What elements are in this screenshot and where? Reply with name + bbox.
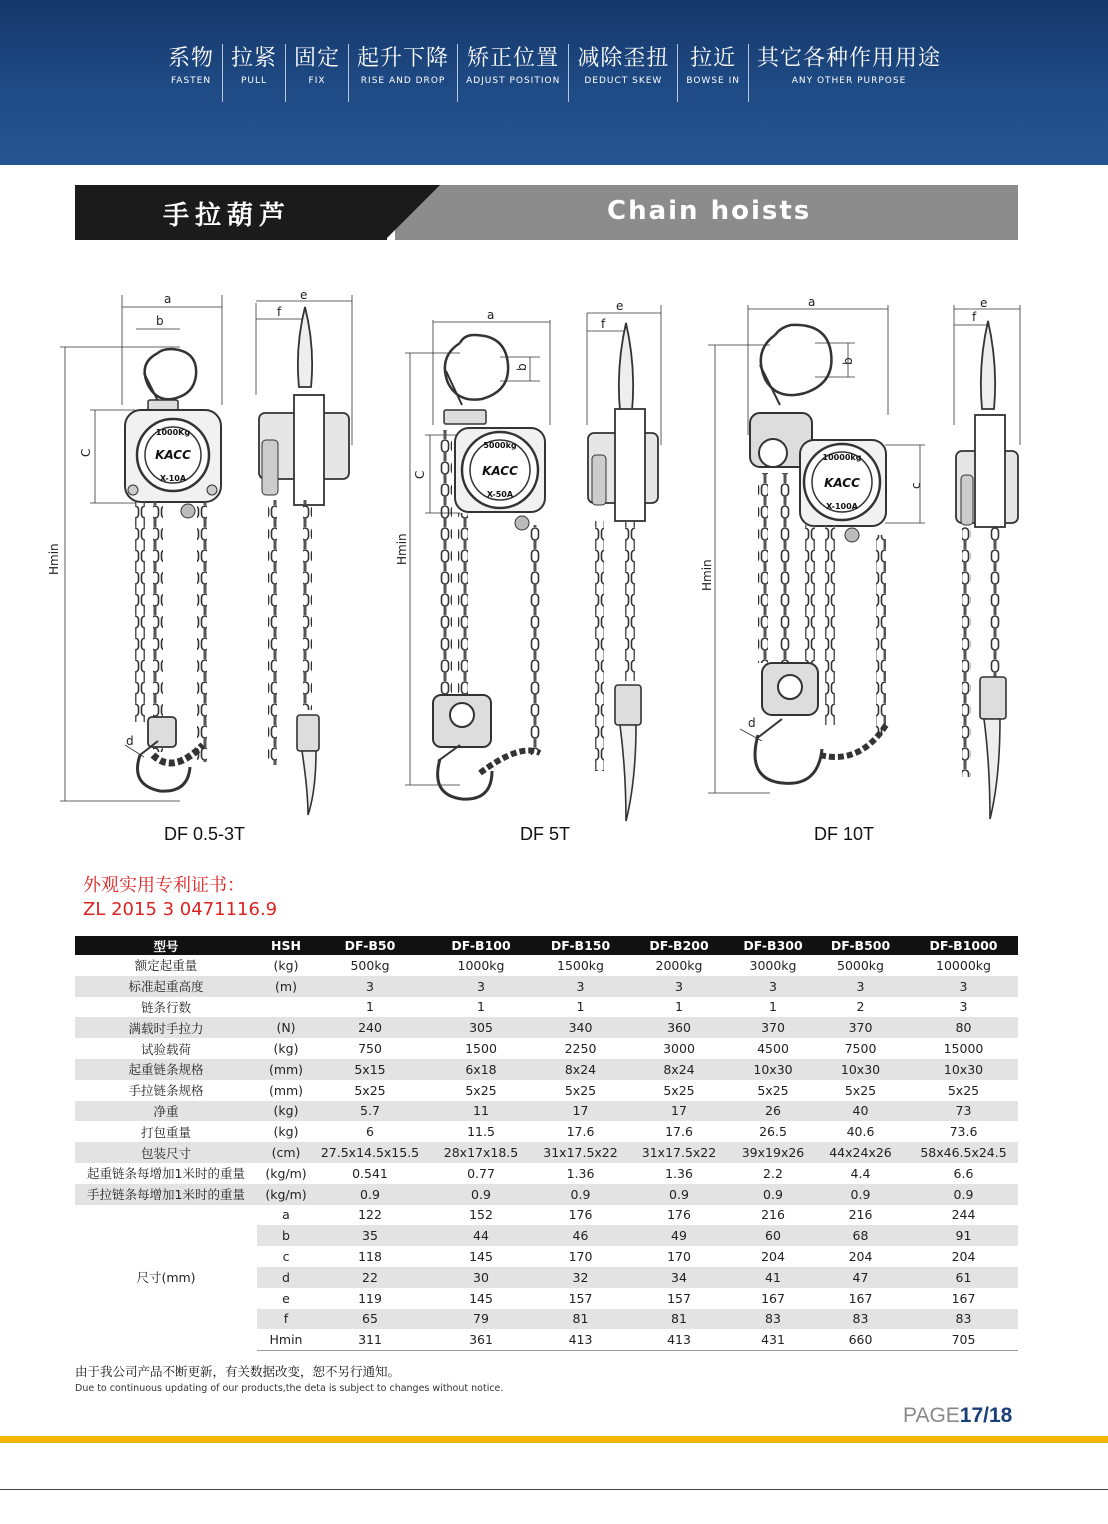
use-en: BOWSE IN <box>686 76 740 86</box>
spec-cell: 204 <box>848 1249 873 1265</box>
spec-cell: 5x25 <box>663 1082 695 1098</box>
spec-row-label: 起重链条规格 <box>75 1059 257 1080</box>
spec-cell: 26.5 <box>759 1124 787 1140</box>
spec-cell: 8x24 <box>624 1059 734 1080</box>
spec-row-unit: (kg) <box>257 1101 315 1122</box>
spec-cell: 118 <box>358 1249 382 1265</box>
dim-label-b: b <box>841 357 855 365</box>
notice <box>75 1362 503 1394</box>
dim-label-a: a <box>808 295 816 309</box>
spec-cell: 305 <box>425 1017 537 1038</box>
hoist-1-front <box>60 295 222 801</box>
page-current: 17 <box>959 1404 984 1427</box>
spec-cell: 145 <box>469 1290 493 1306</box>
dim-label-e: e <box>980 296 988 310</box>
spec-cell: 40.6 <box>846 1124 875 1140</box>
spec-header-cell: DF-B200 <box>624 936 734 955</box>
spec-cell: 83 <box>734 1309 812 1330</box>
spec-cell: 240 <box>315 1017 425 1038</box>
spec-cell: 32 <box>537 1267 624 1288</box>
spec-cell: 5.7 <box>315 1101 425 1122</box>
spec-dim-key: c <box>282 1249 290 1265</box>
spec-cell: 60 <box>734 1225 812 1246</box>
spec-cell: 413 <box>537 1329 624 1350</box>
spec-cell: 41 <box>734 1267 812 1288</box>
use-zh: 系物 <box>168 46 215 71</box>
hoist-1-side <box>256 295 352 815</box>
spec-row-unit: (kg/m) <box>265 1165 307 1181</box>
spec-cell: 0.9 <box>315 1184 425 1205</box>
spec-header-cell: DF-B500 <box>812 936 909 955</box>
spec-row-label: 额定起重量 <box>134 958 198 974</box>
spec-row-unit <box>257 997 315 1018</box>
spec-cell: 68 <box>812 1225 909 1246</box>
dim-label-f: f <box>277 305 282 319</box>
spec-cell: 44x24x26 <box>812 1142 909 1163</box>
spec-cell: 1000kg <box>457 957 505 973</box>
spec-cell: 170 <box>568 1249 593 1265</box>
dim-label-f: f <box>601 317 606 331</box>
dim-label-hmin: Hmin <box>47 543 61 575</box>
spec-header-cell: DF-B100 <box>425 936 537 955</box>
spec-cell: 204 <box>761 1249 785 1265</box>
spec-cell: 11 <box>425 1101 537 1122</box>
spec-row-label: 包装尺寸 <box>75 1142 257 1163</box>
spec-cell: 61 <box>909 1267 1018 1288</box>
spec-cell: 157 <box>667 1290 691 1306</box>
spec-cell: 0.9 <box>909 1184 1018 1205</box>
footer-accent-line <box>0 1436 1108 1443</box>
spec-cell: 65 <box>315 1309 425 1330</box>
spec-cell: 361 <box>425 1329 537 1350</box>
use-item-rise <box>349 44 458 102</box>
dim-label-a: a <box>487 308 495 322</box>
spec-cell: 119 <box>358 1290 382 1306</box>
spec-cell: 3000 <box>663 1041 695 1057</box>
spec-row-unit: (kg/m) <box>257 1184 315 1205</box>
page-total: /18 <box>983 1404 1013 1427</box>
spec-row-unit: (mm) <box>257 1059 315 1080</box>
spec-cell: 39x19x26 <box>734 1142 812 1163</box>
spec-row <box>75 1163 1018 1184</box>
dim-label-b: b <box>515 363 529 371</box>
use-item-other <box>749 44 949 102</box>
spec-cell: 49 <box>624 1225 734 1246</box>
spec-row-label: 试验载荷 <box>140 1041 191 1057</box>
use-zh: 拉近 <box>690 46 737 71</box>
spec-cell: 10x30 <box>734 1059 812 1080</box>
spec-row-label: 起重链条每增加1米时的重量 <box>87 1166 245 1182</box>
spec-header-row <box>75 936 1018 955</box>
spec-cell: 17.6 <box>566 1124 595 1140</box>
spec-cell: 176 <box>667 1207 691 1223</box>
badge-brand: KACC <box>824 476 860 490</box>
spec-cell: 204 <box>951 1249 976 1265</box>
spec-cell: 73.6 <box>949 1124 978 1140</box>
spec-cell: 34 <box>624 1267 734 1288</box>
dim-label-c: C <box>413 470 427 479</box>
header-banner <box>0 0 1108 165</box>
spec-row-label: 满载时手拉力 <box>75 1017 257 1038</box>
spec-row-label: 手拉链条每增加1米时的重量 <box>75 1184 257 1205</box>
spec-cell: 0.9 <box>425 1184 537 1205</box>
spec-cell: 750 <box>358 1041 382 1057</box>
spec-cell: 5x25 <box>947 1082 980 1098</box>
spec-cell: 0.9 <box>812 1184 909 1205</box>
spec-cell: 5x25 <box>757 1082 789 1098</box>
spec-table <box>75 936 1018 1351</box>
spec-row-label: 净重 <box>75 1101 257 1122</box>
spec-cell: 167 <box>848 1290 873 1306</box>
spec-cell: 3 <box>959 999 968 1015</box>
spec-cell: 340 <box>537 1017 624 1038</box>
spec-cell: 2 <box>856 999 865 1015</box>
title-bar-slant <box>385 185 440 240</box>
use-zh: 减除歪扭 <box>577 46 670 71</box>
spec-cell: 152 <box>469 1207 493 1223</box>
spec-cell: 500kg <box>350 957 390 973</box>
hoist-3-front <box>708 305 925 793</box>
spec-cell: 4500 <box>757 1041 789 1057</box>
spec-row-unit: (m) <box>257 976 315 997</box>
spec-header-cell: 型号 <box>75 936 257 955</box>
hoist-2-side <box>587 305 661 821</box>
spec-row-unit: (kg) <box>273 1041 299 1057</box>
spec-cell: 30 <box>425 1267 537 1288</box>
badge-capacity: 1000Kg <box>155 428 191 437</box>
spec-cell: 46 <box>537 1225 624 1246</box>
badge-brand: KACC <box>482 464 518 478</box>
spec-cell: 10000kg <box>936 957 991 973</box>
caption-df-10t: DF 10T <box>814 824 875 844</box>
spec-cell: 81 <box>537 1309 624 1330</box>
spec-cell: 145 <box>469 1249 493 1265</box>
badge-brand: KACC <box>155 448 191 462</box>
spec-cell: 413 <box>624 1329 734 1350</box>
spec-row-label: 标准起重高度 <box>75 976 257 997</box>
uses-list <box>160 44 949 106</box>
notice-zh: 由于我公司产品不断更新，有关数据改变，恕不另行通知。 <box>75 1364 401 1379</box>
spec-cell: 5x25 <box>465 1082 497 1098</box>
spec-cell: 10x30 <box>909 1059 1018 1080</box>
spec-cell: 17.6 <box>665 1124 693 1140</box>
spec-cell: 73 <box>909 1101 1018 1122</box>
use-zh: 拉紧 <box>231 46 278 71</box>
dim-label-d: d <box>126 734 134 748</box>
spec-cell: 27.5x14.5x15.5 <box>315 1142 425 1163</box>
spec-cell: 31x17.5x22 <box>624 1142 734 1163</box>
dim-label-f: f <box>972 310 977 324</box>
spec-cell: 83 <box>909 1309 1018 1330</box>
spec-row <box>75 1184 1018 1205</box>
spec-cell: 4.4 <box>850 1165 871 1181</box>
spec-header-cell: DF-B1000 <box>909 936 1018 955</box>
spec-cell: 5x25 <box>844 1082 877 1098</box>
spec-cell: 35 <box>315 1225 425 1246</box>
spec-cell: 3 <box>909 976 1018 997</box>
spec-cell: 11.5 <box>467 1124 495 1140</box>
spec-cell: 8x24 <box>537 1059 624 1080</box>
badge-model: X-50A <box>486 490 514 499</box>
spec-cell: 170 <box>667 1249 691 1265</box>
spec-cell: 5x15 <box>315 1059 425 1080</box>
spec-dim-key: e <box>282 1290 290 1306</box>
spec-cell: 31x17.5x22 <box>537 1142 624 1163</box>
section-title-zh: 手拉葫芦 <box>163 201 292 231</box>
notice-en: Due to continuous updating of our products,the deta is subject to changes without notice. <box>75 1383 504 1394</box>
badge-model: X-100A <box>826 502 858 511</box>
spec-cell: 81 <box>624 1309 734 1330</box>
spec-cell: 22 <box>315 1267 425 1288</box>
spec-cell: 1 <box>477 999 485 1015</box>
spec-cell: 244 <box>951 1207 976 1223</box>
dim-label-b: b <box>156 314 164 328</box>
spec-cell: 80 <box>909 1017 1018 1038</box>
use-en: DEDUCT SKEW <box>584 76 663 86</box>
dim-label-a: a <box>164 292 172 306</box>
spec-cell: 370 <box>812 1017 909 1038</box>
spec-cell: 370 <box>734 1017 812 1038</box>
patent-line1: 外观实用专利证书： <box>83 875 245 896</box>
spec-dim-key: Hmin <box>257 1329 315 1350</box>
spec-cell: 2250 <box>564 1041 597 1057</box>
use-en: ANY OTHER PURPOSE <box>791 76 907 86</box>
spec-dim-key: a <box>282 1207 290 1223</box>
spec-cell: 0.9 <box>624 1184 734 1205</box>
spec-cell: 1500kg <box>557 957 604 973</box>
dim-label-e: e <box>616 299 624 313</box>
spec-cell: 28x17x18.5 <box>425 1142 537 1163</box>
spec-row-unit: (cm) <box>257 1142 315 1163</box>
dim-label-d: d <box>748 716 756 730</box>
spec-cell: 216 <box>848 1207 873 1223</box>
spec-cell: 83 <box>812 1309 909 1330</box>
spec-row <box>75 1121 1018 1142</box>
spec-cell: 0.541 <box>352 1165 388 1181</box>
spec-row <box>75 955 1018 976</box>
spec-row-label: 打包重量 <box>140 1124 191 1140</box>
spec-cell: 3 <box>734 976 812 997</box>
use-en: PULL <box>241 76 268 86</box>
spec-cell: 15000 <box>943 1041 984 1057</box>
dim-label-c-small: c <box>909 482 923 489</box>
spec-cell: 1 <box>769 999 777 1015</box>
spec-row-unit: (N) <box>257 1017 315 1038</box>
spec-cell: 122 <box>358 1207 382 1223</box>
spec-dim-key: b <box>257 1225 315 1246</box>
spec-header-cell: DF-B150 <box>537 936 624 955</box>
spec-cell: 2.2 <box>763 1165 783 1181</box>
use-item-adjust <box>458 44 569 102</box>
spec-cell: 17 <box>537 1101 624 1122</box>
patent-note <box>83 874 277 922</box>
spec-cell: 705 <box>909 1329 1018 1350</box>
spec-cell: 0.9 <box>734 1184 812 1205</box>
spec-cell: 79 <box>425 1309 537 1330</box>
dim-label-hmin: Hmin <box>395 533 409 565</box>
use-zh: 固定 <box>294 46 341 71</box>
spec-row <box>75 997 1018 1018</box>
spec-cell: 431 <box>734 1329 812 1350</box>
spec-row-label: 手拉链条规格 <box>128 1083 204 1099</box>
spec-row <box>75 976 1018 997</box>
footer-rule <box>0 1489 1108 1490</box>
spec-row <box>75 1038 1018 1059</box>
spec-cell: 40 <box>812 1101 909 1122</box>
badge-capacity: 10000kg <box>822 453 862 462</box>
hoist-3-side <box>954 305 1020 819</box>
caption-df-0.5-3t: DF 0.5-3T <box>164 824 246 844</box>
spec-cell: 0.9 <box>537 1184 624 1205</box>
badge-capacity: 5000kg <box>483 441 517 450</box>
patent-line2: ZL 2015 3 0471116.9 <box>83 899 278 920</box>
use-en: FIX <box>308 76 326 86</box>
spec-row-unit: (kg) <box>273 1124 299 1140</box>
spec-cell: 2000kg <box>655 957 703 973</box>
spec-cell: 47 <box>812 1267 909 1288</box>
dim-label-e: e <box>300 288 308 302</box>
use-item-pull <box>223 44 286 102</box>
spec-cell: 660 <box>812 1329 909 1350</box>
section-title-bar <box>75 185 1018 240</box>
use-zh: 其它各种作用用途 <box>756 46 941 71</box>
spec-cell: 10x30 <box>812 1059 909 1080</box>
spec-cell: 26 <box>734 1101 812 1122</box>
use-en: ADJUST POSITION <box>466 76 561 86</box>
spec-cell: 176 <box>568 1207 593 1223</box>
use-item-fix <box>286 44 349 102</box>
spec-cell: 3 <box>315 976 425 997</box>
spec-cell: 3 <box>624 976 734 997</box>
use-zh: 起升下降 <box>357 46 450 71</box>
spec-cell: 5x25 <box>564 1082 597 1098</box>
spec-cell: 1.36 <box>566 1165 595 1181</box>
spec-dim-key: d <box>257 1267 315 1288</box>
spec-cell: 5000kg <box>837 957 884 973</box>
spec-row <box>75 1142 1018 1163</box>
spec-cell: 44 <box>425 1225 537 1246</box>
spec-header-cell: HSH <box>257 936 315 955</box>
spec-header-cell: DF-B300 <box>734 936 812 955</box>
spec-cell: 1.36 <box>665 1165 693 1181</box>
spec-dim-row <box>75 1205 1018 1226</box>
dim-label-c: C <box>79 448 93 457</box>
use-item-deduct <box>569 44 678 102</box>
hoist-drawings <box>40 285 1040 830</box>
use-zh: 矫正位置 <box>467 46 560 71</box>
spec-dim-key: f <box>257 1309 315 1330</box>
spec-cell: 1 <box>576 999 585 1015</box>
spec-cell: 167 <box>761 1290 785 1306</box>
hoist-2-front <box>405 320 550 799</box>
spec-cell: 3 <box>812 976 909 997</box>
spec-cell: 5x25 <box>354 1082 386 1098</box>
use-en: FASTEN <box>170 76 212 86</box>
spec-cell: 17 <box>624 1101 734 1122</box>
page-prefix: PAGE <box>903 1404 960 1427</box>
section-title-en: Chain hoists <box>607 196 812 226</box>
badge-model: X-10A <box>159 474 187 483</box>
spec-cell: 167 <box>951 1290 976 1306</box>
spec-cell: 157 <box>568 1290 593 1306</box>
spec-row-unit: (kg) <box>273 957 299 973</box>
caption-df-5t: DF 5T <box>520 824 571 844</box>
spec-cell: 3000kg <box>749 957 797 973</box>
spec-cell: 0.77 <box>467 1165 495 1181</box>
spec-row <box>75 1017 1018 1038</box>
spec-cell: 3 <box>425 976 537 997</box>
spec-cell: 216 <box>761 1207 785 1223</box>
spec-row <box>75 1101 1018 1122</box>
spec-cell: 1 <box>366 999 374 1015</box>
spec-row <box>75 1080 1018 1101</box>
use-item-fasten <box>160 44 223 102</box>
use-en: RISE AND DROP <box>360 76 446 86</box>
spec-cell: 360 <box>624 1017 734 1038</box>
spec-cell: 6 <box>366 1124 374 1140</box>
spec-cell: 58x46.5x24.5 <box>909 1142 1018 1163</box>
spec-cell: 1 <box>675 999 683 1015</box>
dim-label-hmin: Hmin <box>700 559 714 591</box>
spec-cell: 3 <box>537 976 624 997</box>
spec-row <box>75 1059 1018 1080</box>
use-item-bowse <box>678 44 749 102</box>
spec-row-unit: (mm) <box>268 1082 304 1098</box>
spec-dims-label: 尺寸(mm) <box>75 1205 257 1351</box>
spec-cell: 7500 <box>844 1041 877 1057</box>
spec-cell: 311 <box>315 1329 425 1350</box>
spec-cell: 6.6 <box>953 1165 974 1181</box>
page-number <box>903 1404 1012 1428</box>
spec-row-label: 链条行数 <box>140 999 191 1015</box>
spec-cell: 91 <box>909 1225 1018 1246</box>
spec-header-cell: DF-B50 <box>315 936 425 955</box>
spec-cell: 1500 <box>465 1041 497 1057</box>
spec-cell: 6x18 <box>425 1059 537 1080</box>
